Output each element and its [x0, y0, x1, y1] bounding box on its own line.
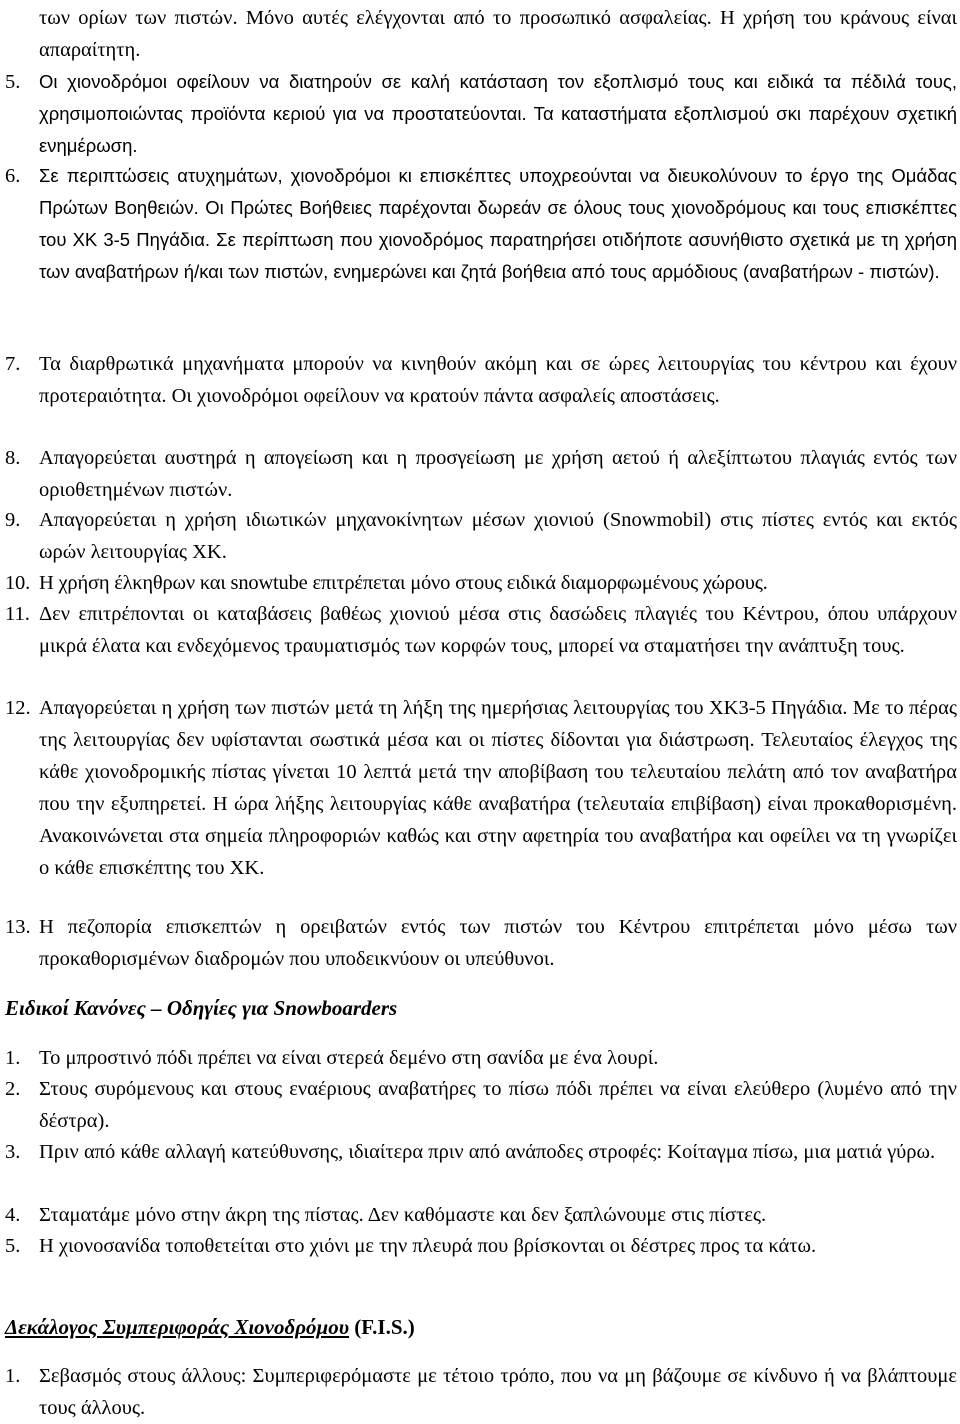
list-item-number: 1. — [5, 1365, 21, 1387]
list-item-text: Απαγορεύεται η χρήση των πιστών μετά τη λήξη της ημερήσιας λειτουργίας του ΧΚ3-5 Πηγάδια. Με το πέρας της λειτουργίας δεν υφίστανται σωστικά μέσα και οι πίστες δίδονται για διάστρωση. Τελευταίος έλεγχος της κάθε χιονοδρομικής πίστας γίνεται 10 λεπτά μετά την αποβίβαση του τελευταίου πελάτη από τον αναβατήρα που την εξυπηρετεί. Η ώρα λήξης λειτουργίας κάθε αναβατήρα (τελευταία επιβίβαση) είναι προκαθορισμένη. Ανακοινώνεται στα σημεία πληροφοριών καθώς και στην αφετηρία του αναβατήρα και οφείλει να τη γνωρίζει ο κάθε επισκέπτης του ΧΚ. — [39, 697, 957, 879]
list-item-text: Σταματάμε μόνο στην άκρη της πίστας. Δεν καθόμαστε και δεν ξαπλώνουμε στις πίστες. — [39, 1204, 767, 1226]
list-item-number: 10. — [5, 572, 31, 594]
list-item-number: 1. — [5, 1047, 21, 1069]
list-item — [5, 348, 957, 412]
list-item — [5, 1199, 957, 1231]
section-heading-suffix: (F.I.S.) — [354, 1315, 415, 1339]
list-item-text: Σε περιπτώσεις ατυχημάτων, χιονοδρόμοι κι επισκέπτες υποχρεούνται να διευκολύνουν το έργο της Ομάδας Πρώτων Βοηθειών. Οι Πρώτες Βοήθειες παρέχονται δωρεάν σε όλους τους χιονοδρόμους και τους επισκέπτες του ΧΚ 3-5 Πηγάδια. Σε περίπτωση που χιονοδρόμος παρατηρήσει οτιδήποτε ασυνήθιστο σχετικά με τη χρήση των αναβατήρων ή/και των πιστών, ενημερώνει και ζητά βοήθεια από τους αρμόδιους (αναβατήρων - πιστών). — [39, 165, 957, 282]
list-item-text: Πριν από κάθε αλλαγή κατεύθυνσης, ιδιαίτερα πριν από ανάποδες στροφές: Κοίταγμα πίσω, μια ματιά γύρω. — [39, 1141, 936, 1163]
list-item-text: Δεν επιτρέπονται οι καταβάσεις βαθέως χιονιού μέσα στις δασώδεις πλαγιές του Κέντρου, όπου υπάρχουν μικρά έλατα και ενδεχόμενος τραυματισμός των κορφών τους, μπορεί να σταματήσει την ανάπτυξη τους. — [39, 603, 957, 657]
list-item — [5, 66, 957, 162]
list-item — [5, 911, 957, 975]
list-item-text: Η χρήση έλκηθρων και snowtube επιτρέπεται μόνο στους ειδικά διαμορφωμένους χώρους. — [39, 572, 768, 594]
list-item-text: Στους συρόμενους και στους εναέριους αναβατήρες το πίσω πόδι πρέπει να είναι ελεύθερο (λυμένο από την δέστρα). — [39, 1078, 957, 1132]
list-item-number: 2. — [5, 1078, 21, 1100]
list-item — [5, 567, 957, 599]
list-item-number: 7. — [5, 353, 21, 375]
list-item-number: 11. — [5, 603, 30, 625]
list-item — [5, 598, 957, 662]
list-item-number: 8. — [5, 447, 21, 469]
list-item-text: Απαγορεύεται αυστηρά η απογείωση και η προσγείωση με χρήση αετού ή αλεξίπτωτου πλαγιάς εντός των οριοθετημένων πιστών. — [39, 447, 957, 501]
section-heading-snowboarders — [5, 992, 397, 1024]
list-item-number: 4. — [5, 1204, 21, 1226]
section-heading-text: Δεκάλογος Συμπεριφοράς Χιονοδρόμου — [5, 1315, 350, 1339]
list-item — [5, 1042, 957, 1074]
list-item-number: 5. — [5, 71, 21, 93]
list-item-text: Απαγορεύεται η χρήση ιδιωτικών μηχανοκίνητων μέσων χιονιού (Snowmobil) στις πίστες εντός και εκτός ωρών λειτουργίας ΧΚ. — [39, 509, 957, 563]
list-item — [5, 160, 957, 288]
list-item — [5, 1230, 957, 1262]
section-heading-fis — [5, 1311, 415, 1343]
list-item-text: Η χιονοσανίδα τοποθετείται στο χιόνι με την πλευρά που βρίσκονται οι δέστρες προς τα κάτω. — [39, 1235, 817, 1257]
list-item — [5, 1360, 957, 1424]
list-item-text: Τα διαρθρωτικά μηχανήματα μπορούν να κινηθούν ακόμη και σε ώρες λειτουργίας του κέντρου και έχουν προτεραιότητα. Οι χιονοδρόμοι οφείλουν να κρατούν πάντα ασφαλείς αποστάσεις. — [39, 353, 957, 407]
continued-paragraph — [5, 2, 957, 66]
section-heading-text: Ειδικοί Κανόνες – Οδηγίες για Snowboarders — [5, 996, 398, 1020]
list-item-number: 9. — [5, 509, 21, 531]
continued-text: των ορίων των πιστών. Μόνο αυτές ελέγχονται από το προσωπικό ασφαλείας. Η χρήση του κράνους είναι απαραίτητη. — [39, 7, 957, 61]
list-item-number: 12. — [5, 697, 31, 719]
list-item-number: 13. — [5, 916, 31, 938]
list-item — [5, 1073, 957, 1137]
list-item-number: 3. — [5, 1141, 21, 1163]
list-item-text: Οι χιονοδρόμοι οφείλουν να διατηρούν σε καλή κατάσταση τον εξοπλισμό τους και ειδικά τα πέδιλά τους, χρησιμοποιώντας προϊόντα κεριού για να προστατεύονται. Τα καταστήματα εξοπλισμού σκι παρέχουν σχετική ενημέρωση. — [39, 71, 957, 156]
list-item — [5, 504, 957, 568]
list-item — [5, 442, 957, 506]
list-item-number: 5. — [5, 1235, 21, 1257]
list-item-text: Το μπροστινό πόδι πρέπει να είναι στερεά δεμένο στη σανίδα με ένα λουρί. — [39, 1047, 659, 1069]
list-item — [5, 1136, 957, 1168]
list-item-text: Η πεζοπορία επισκεπτών η ορειβατών εντός των πιστών του Κέντρου επιτρέπεται μόνο μέσω των προκαθορισμένων διαδρομών που υποδεικνύουν οι υπεύθυνοι. — [39, 916, 957, 970]
list-item — [5, 692, 957, 884]
list-item-text: Σεβασμός στους άλλους: Συμπεριφερόμαστε με τέτοιο τρόπο, που να μη βάζουμε σε κίνδυνο ή να βλάπτουμε τους άλλους. — [39, 1365, 957, 1419]
list-item-number: 6. — [5, 165, 21, 187]
